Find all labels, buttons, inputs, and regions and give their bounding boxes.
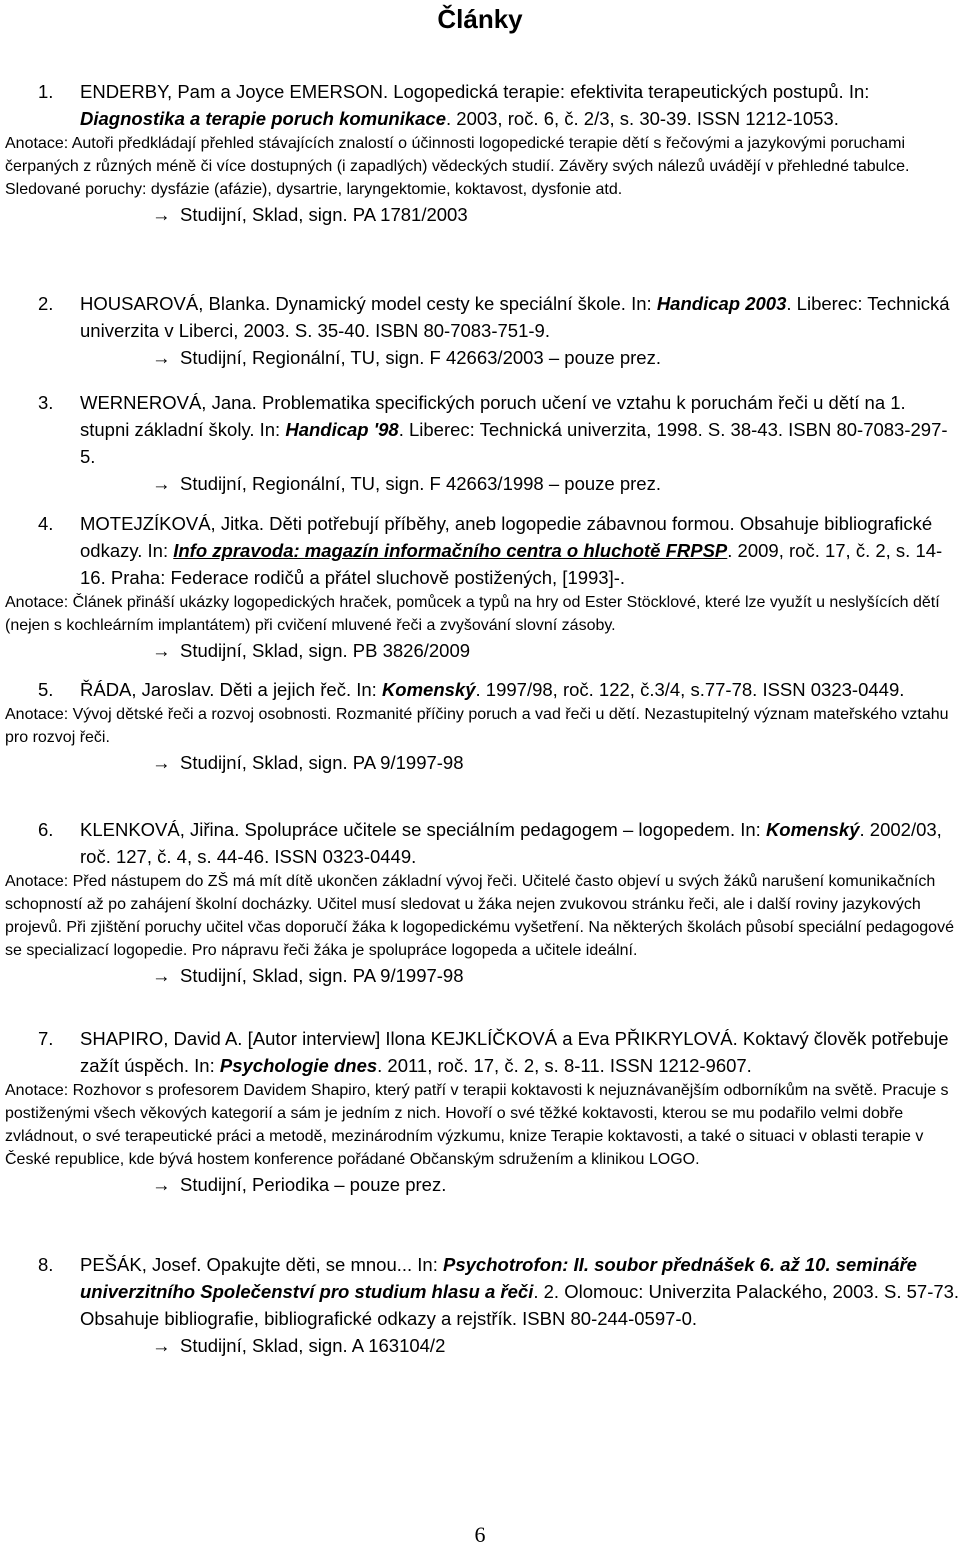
entry-number: 5. <box>38 679 54 700</box>
journal-title: Komenský <box>381 679 476 700</box>
entry-4 <box>0 510 960 664</box>
article-title: Koktavý člověk potřebuje zažít úspěch. In: <box>80 1028 949 1076</box>
citation <box>0 1251 960 1332</box>
annotation: Anotace: Před nástupem do ZŠ má mít dítě ukončen základní vývoj řeči. Učitelé často objeví u svých žáků narušení komunikačních schopností až po zahájení školní docházky. Učitel musí sledovat u žáka nejen zvukovou stránku řeči, ale i další roviny jazykových projevů. Při zjištění poruchy učitel včas doporučí žáka k logopedickému vyšetření. Na některých školách působí speciální pedagogové se specializací logopedie. Pro nápravu řeči žáka je spolupráce logopeda a učitele ideální. <box>5 873 954 959</box>
entry-number: 7. <box>38 1028 54 1049</box>
entry-7 <box>0 1025 960 1198</box>
entry-number: 3. <box>38 392 54 413</box>
location <box>0 749 960 776</box>
article-title: Logopedická terapie: efektivita terapeutických postupů. In: <box>393 81 870 102</box>
citation-details: . 2003, roč. 6, č. 2/3, s. 30-39. ISSN 1212-1053. <box>446 108 839 129</box>
annotation: Anotace: Vývoj dětské řeči a rozvoj osobnosti. Rozmanité příčiny poruch a vad řeči u dětí. Nezastupitelný význam mateřského vztahu pro rozvoj řeči. <box>5 706 949 746</box>
article-title: Děti a jejich řeč. In: <box>219 679 382 700</box>
entry-number: 1. <box>38 81 54 102</box>
entry-number: 2. <box>38 293 54 314</box>
citation-details: . 1997/98, roč. 122, č.3/4, s.77-78. ISSN 0323-0449. <box>475 679 905 700</box>
location <box>0 962 960 989</box>
citation-details: . 2011, roč. 17, č. 2, s. 8-11. ISSN 1212-9607. <box>377 1055 752 1076</box>
right-arrow-icon: → <box>152 965 171 986</box>
annotation: Anotace: Rozhovor s profesorem Davidem Shapiro, který patří v terapii koktavosti k nejuznávanějším odborníkům na světě. Pracuje s postiženými všech věkových kategorií a sám je jedním z nich. Hovoří o své těžké koktavosti, kterou se mu podařilo velmi dobře zvládnout, o své terapeutické práci a metodě, mezinárodním výzkumu, knize Terapie koktavosti, a také o situaci v oblasti terapie v České republice, kde bývá hostem konference pořádané Občanským sdružením a klinikou LOGO. <box>5 1082 949 1168</box>
page-title: Články <box>437 4 523 34</box>
entry-2 <box>0 290 960 371</box>
author: HOUSAROVÁ, Blanka. <box>80 293 276 314</box>
citation-details: . 2002/03, roč. 127, č. 4, s. 44-46. ISSN 0323-0449. <box>80 819 942 867</box>
entry-5 <box>0 676 960 776</box>
location <box>0 470 960 497</box>
location-text: Studijní, Regionální, TU, sign. F 42663/2003 – pouze prez. <box>180 347 661 368</box>
citation <box>0 78 960 132</box>
location-text: Studijní, Sklad, sign. PA 9/1997-98 <box>180 752 464 773</box>
annotation: Anotace: Autoři předkládají přehled stávajících znalostí o účinnosti logopedické terapie dětí s řečovými a jazykovými poruchami čerpaných z různých méně či více dostupných (i zapadlých) vědeckých studií. Závěry svých nálezů uvádějí v přehledné tabulce. Sledované poruchy: dysfázie (afázie), dysartrie, laryngektomie, koktavost, dysfonie atd. <box>5 135 910 198</box>
page-number: 6 <box>474 1522 486 1547</box>
annotation: Anotace: Článek přináší ukázky logopedických hraček, pomůcek a typů na hry od Ester Stöcklové, které lze využít u neslyšících dětí (nejen s kochleárním implantátem) při cvičení mluvené řeči a zvyšování slovní zásoby. <box>5 594 940 634</box>
citation-details: . 2009, roč. 17, č. 2, s. 14-16. Praha: Federace rodičů a přátel sluchově postižených, [1993]-. <box>80 540 943 588</box>
journal-title: Handicap '98 <box>285 419 399 440</box>
right-arrow-icon: → <box>152 347 171 368</box>
citation-details: . Liberec: Technická univerzita v Liberci, 2003. S. 35-40. ISBN 80-7083-751-9. <box>80 293 950 341</box>
right-arrow-icon: → <box>152 204 171 225</box>
author: WERNEROVÁ, Jana. <box>80 392 262 413</box>
entry-number: 4. <box>38 513 54 534</box>
location-text: Studijní, Sklad, sign. PA 1781/2003 <box>180 204 468 225</box>
article-title: Problematika specifických poruch učení ve vztahu k poruchám řeči u dětí na 1. stupni základní školy. In: <box>80 392 906 440</box>
citation <box>0 1025 960 1079</box>
journal-title: Psychologie dnes <box>219 1055 378 1076</box>
location-text: Studijní, Sklad, sign. A 163104/2 <box>180 1335 446 1356</box>
article-title: Spolupráce učitele se speciálním pedagogem – logopedem. In: <box>244 819 766 840</box>
entry-number: 8. <box>38 1254 54 1275</box>
article-title: Opakujte děti, se mnou... In: <box>206 1254 444 1275</box>
location <box>0 1171 960 1198</box>
author: PEŠÁK, Josef. <box>80 1254 207 1275</box>
location-text: Studijní, Sklad, sign. PB 3826/2009 <box>180 640 471 661</box>
journal-title: Komenský <box>765 819 860 840</box>
author: ŘÁDA, Jaroslav. <box>80 679 220 700</box>
author: KLENKOVÁ, Jiřina. <box>80 819 245 840</box>
article-title: Děti potřebují příběhy, aneb logopedie zábavnou formou. Obsahuje bibliografické odkazy. In: <box>80 513 933 561</box>
location-text: Studijní, Periodika – pouze prez. <box>180 1174 447 1195</box>
entry-8 <box>0 1251 960 1359</box>
journal-title: Diagnostika a terapie poruch komunikace <box>80 108 446 129</box>
right-arrow-icon: → <box>152 752 171 773</box>
right-arrow-icon: → <box>152 473 171 494</box>
citation <box>0 676 960 703</box>
location <box>0 201 960 228</box>
location-text: Studijní, Regionální, TU, sign. F 42663/1998 – pouze prez. <box>180 473 661 494</box>
author: MOTEJZÍKOVÁ, Jitka. <box>80 513 270 534</box>
author: SHAPIRO, David A. [Autor interview] Ilona KEJKLÍČKOVÁ a Eva PŘIKRYLOVÁ. <box>80 1028 743 1049</box>
journal-title: Handicap 2003 <box>656 293 787 314</box>
citation <box>0 816 960 870</box>
journal-title: Psychotrofon: II. soubor přednášek 6. až 10. semináře univerzitního Společenství pro studium hlasu a řeči <box>80 1254 917 1302</box>
location <box>0 344 960 371</box>
journal-title: Info zpravoda: magazín informačního centra o hluchotě FRPSP <box>173 540 728 561</box>
entry-6 <box>0 816 960 989</box>
right-arrow-icon: → <box>152 640 171 661</box>
right-arrow-icon: → <box>152 1335 171 1356</box>
citation-details: . Liberec: Technická univerzita, 1998. S. 38-43. ISBN 80-7083-297-5. <box>80 419 948 467</box>
entry-1 <box>0 78 960 228</box>
citation <box>0 389 960 470</box>
citation <box>0 510 960 591</box>
citation <box>0 290 960 344</box>
location-text: Studijní, Sklad, sign. PA 9/1997-98 <box>180 965 464 986</box>
entry-number: 6. <box>38 819 54 840</box>
location <box>0 637 960 664</box>
right-arrow-icon: → <box>152 1174 171 1195</box>
location <box>0 1332 960 1359</box>
citation-details: . 2. Olomouc: Univerzita Palackého, 2003. S. 57-73. Obsahuje bibliografie, bibliografické odkazy a rejstřík. ISBN 80-244-0597-0. <box>80 1281 960 1329</box>
author: ENDERBY, Pam a Joyce EMERSON. <box>80 81 394 102</box>
article-title: Dynamický model cesty ke speciální škole. In: <box>275 293 657 314</box>
entry-3 <box>0 389 960 497</box>
